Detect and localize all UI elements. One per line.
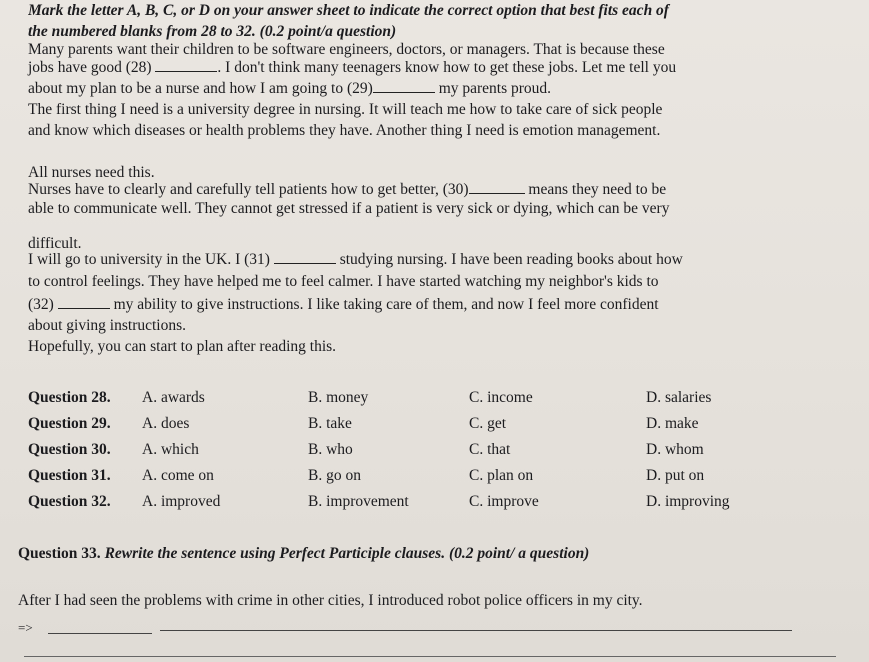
question-label: Question 33. xyxy=(18,545,101,562)
option-c[interactable]: C. income xyxy=(469,389,533,406)
answer-line[interactable] xyxy=(160,630,792,631)
passage-line-10 xyxy=(28,251,683,269)
passage-line-14: Hopefully, you can start to plan after reading this. xyxy=(28,338,337,355)
blank-32[interactable] xyxy=(58,296,110,309)
option-d[interactable]: D. whom xyxy=(646,441,704,458)
blank-29[interactable] xyxy=(373,80,435,93)
option-a[interactable]: A. which xyxy=(142,441,199,458)
option-b[interactable]: B. who xyxy=(308,441,353,458)
option-b[interactable]: B. take xyxy=(308,415,352,432)
question-33-header xyxy=(18,545,589,563)
question-label: Question 31. xyxy=(28,467,111,484)
option-a[interactable]: A. improved xyxy=(142,493,221,510)
passage-text: . I don't think many teenagers know how to get these jobs. Let me tell you xyxy=(217,59,677,76)
passage-line-12 xyxy=(28,296,659,314)
option-b[interactable]: B. go on xyxy=(308,467,361,484)
instruction-line-2: the numbered blanks from 28 to 32. (0.2 point/a question) xyxy=(28,23,397,40)
passage-line-4: The first thing I need is a university degree in nursing. It will teach me how to take care of sick people xyxy=(28,101,663,118)
question-label: Question 32. xyxy=(28,493,111,510)
blank-28[interactable] xyxy=(155,59,217,72)
question-33-instruction: Rewrite the sentence using Perfect Participle clauses. (0.2 point/ a question) xyxy=(104,545,590,562)
option-d[interactable]: D. improving xyxy=(646,493,730,510)
passage-line-13: about giving instructions. xyxy=(28,317,187,334)
passage-text: (32) xyxy=(28,296,54,313)
passage-line-9: difficult. xyxy=(28,235,82,252)
passage-line-11: to control feelings. They have helped me to feel calmer. I have started watching my neighbor's kids to xyxy=(28,273,659,290)
question-label: Question 28. xyxy=(28,389,111,406)
passage-line-3 xyxy=(28,80,551,98)
blank-31[interactable] xyxy=(274,251,336,264)
question-label: Question 30. xyxy=(28,441,111,458)
option-b[interactable]: B. improvement xyxy=(308,493,409,510)
passage-line-2 xyxy=(28,59,676,77)
question-label: Question 29. xyxy=(28,415,111,432)
option-c[interactable]: C. that xyxy=(469,441,511,458)
option-a[interactable]: A. awards xyxy=(142,389,205,406)
option-b[interactable]: B. money xyxy=(308,389,369,406)
passage-line-6: All nurses need this. xyxy=(28,164,155,181)
passage-text: my ability to give instructions. I like taking care of them, and now I feel more confident xyxy=(113,296,659,313)
option-d[interactable]: D. salaries xyxy=(646,389,712,406)
passage-text: studying nursing. I have been reading books about how xyxy=(339,251,683,268)
passage-text: means they need to be xyxy=(528,181,667,198)
passage-line-5: and know which diseases or health problems they have. Another thing I need is emotion management. xyxy=(28,122,661,139)
passage-text: Nurses have to clearly and carefully tell patients how to get better, (30) xyxy=(28,181,469,198)
option-c[interactable]: C. get xyxy=(469,415,507,432)
passage-line-8: able to communicate well. They cannot get stressed if a patient is very sick or dying, which can be very xyxy=(28,200,670,217)
option-d[interactable]: D. put on xyxy=(646,467,705,484)
option-a[interactable]: A. does xyxy=(142,415,190,432)
option-d[interactable]: D. make xyxy=(646,415,699,432)
blank-30[interactable] xyxy=(469,181,525,194)
option-c[interactable]: C. plan on xyxy=(469,467,534,484)
answer-line-2[interactable] xyxy=(24,656,836,657)
passage-line-7 xyxy=(28,181,666,199)
passage-text: I will go to university in the UK. I (31) xyxy=(28,251,270,268)
passage-text: about my plan to be a nurse and how I am going to (29) xyxy=(28,80,373,97)
answer-line-segment[interactable] xyxy=(48,633,152,634)
arrow-marker: => xyxy=(18,620,33,635)
passage-line-1: Many parents want their children to be software engineers, doctors, or managers. That is because these xyxy=(28,41,665,58)
passage-text: my parents proud. xyxy=(438,80,552,97)
option-a[interactable]: A. come on xyxy=(142,467,214,484)
passage-text: jobs have good (28) xyxy=(28,59,152,76)
instruction-line-1: Mark the letter A, B, C, or D on your answer sheet to indicate the correct option that best fits each of xyxy=(28,2,669,19)
option-c[interactable]: C. improve xyxy=(469,493,539,510)
question-33-sentence: After I had seen the problems with crime in other cities, I introduced robot police officers in my city. xyxy=(18,592,643,609)
